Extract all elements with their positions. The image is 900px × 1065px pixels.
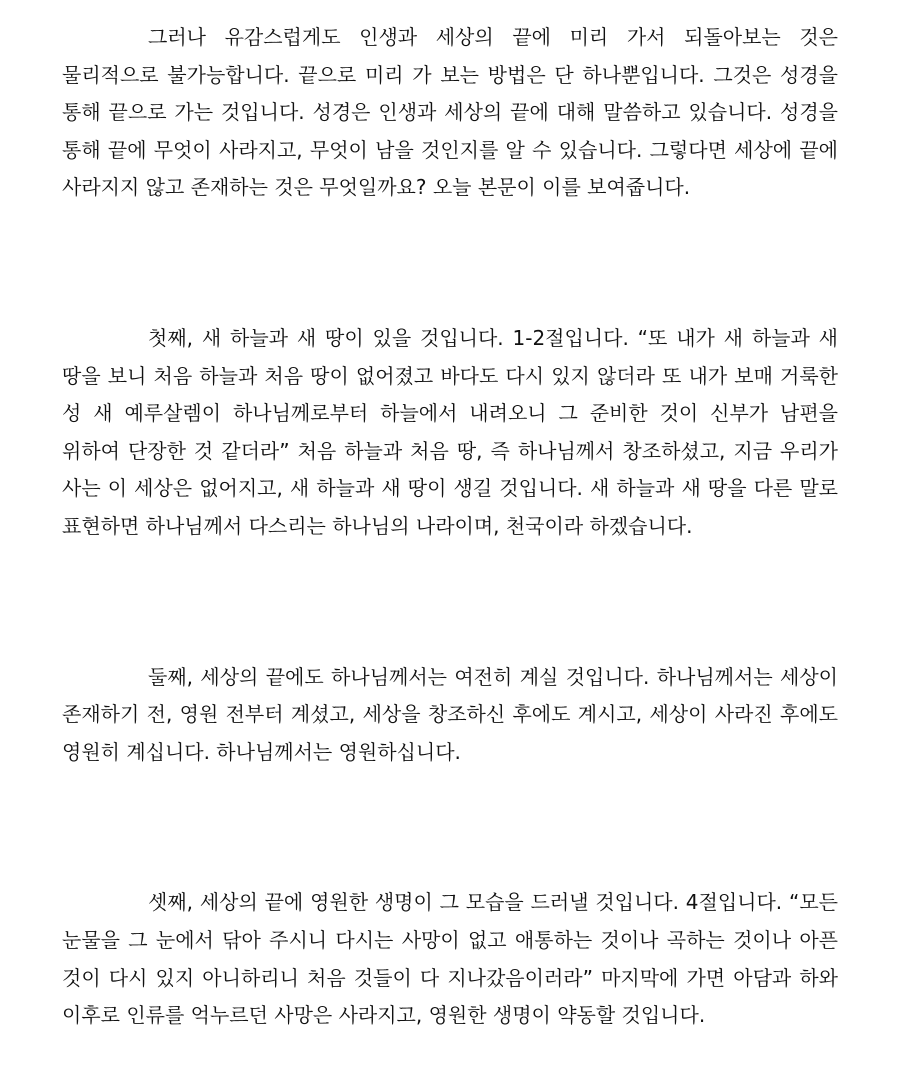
document-page	[62, 19, 838, 1035]
paragraph-second: 둘째, 세상의 끝에도 하나님께서는 여전히 계실 것입니다. 하나님께서는 세상이 존재하기 전, 영원 전부터 계셨고, 세상을 창조하신 후에도 계시고, 세상이 사라진 후에도 영원히 계십니다. 하나님께서는 영원하십니다.	[62, 664, 838, 764]
paragraph-intro: 그러나 유감스럽게도 인생과 세상의 끝에 미리 가서 되돌아보는 것은 물리적으로 불가능합니다. 끝으로 미리 가 보는 방법은 단 하나뿐입니다. 그것은 성경을 통해 끝으로 가는 것입니다. 성경은 인생과 세상의 끝에 대해 말씀하고 있습니다. 성경을 통해 끝에 무엇이 사라지고, 무엇이 남을 것인지를 알 수 있습니다. 그렇다면 세상에 끝에 사라지지 않고 존재하는 것은 무엇일까요? 오늘 본문이 이를 보여줍니다.	[62, 25, 838, 200]
paragraph-third: 셋째, 세상의 끝에 영원한 생명이 그 모습을 드러낼 것입니다. 4절입니다. “모든 눈물을 그 눈에서 닦아 주시니 다시는 사망이 없고 애통하는 것이나 곡하는 것이나 아픈 것이 다시 있지 아니하리니 처음 것들이 다 지나갔음이러라” 마지막에 가면 아담과 하와 이후로 인류를 억누르던 사망은 사라지고, 영원한 생명이 약동할 것입니다.	[62, 890, 838, 1028]
paragraph-first: 첫째, 새 하늘과 새 땅이 있을 것입니다. 1-2절입니다. “또 내가 새 하늘과 새 땅을 보니 처음 하늘과 처음 땅이 없어졌고 바다도 다시 있지 않더라 또 내가 보매 거룩한 성 새 예루살렘이 하나님께로부터 하늘에서 내려오니 그 준비한 것이 신부가 남편을 위하여 단장한 것 같더라” 처음 하늘과 처음 땅, 즉 하나님께서 창조하셨고, 지금 우리가 사는 이 세상은 없어지고, 새 하늘과 새 땅이 생길 것입니다. 새 하늘과 새 땅을 다른 말로 표현하면 하나님께서 다스리는 하나님의 나라이며, 천국이라 하겠습니다.	[62, 325, 838, 538]
